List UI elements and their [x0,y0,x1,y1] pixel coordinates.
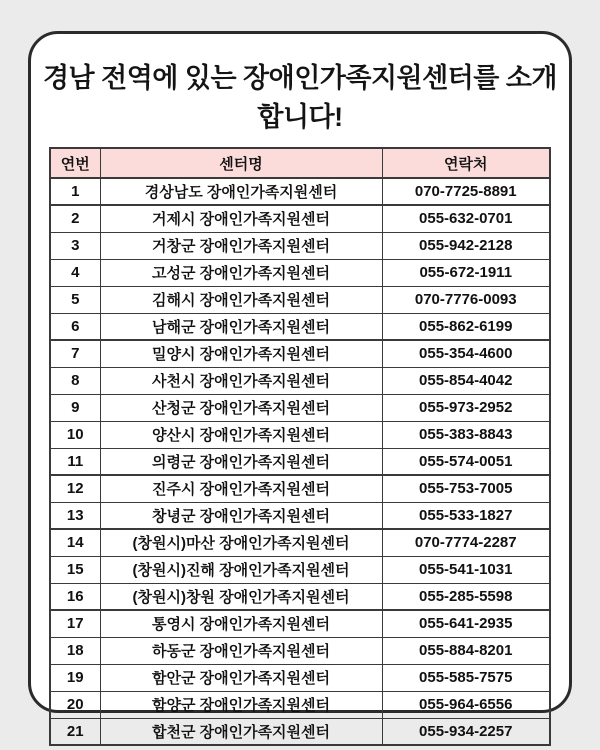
cell-no: 5 [50,286,100,313]
table-row [50,394,550,421]
table-row [50,475,550,502]
table-row [50,232,550,259]
cell-phone: 055-942-2128 [382,232,550,259]
centers-table [49,147,551,746]
cell-phone: 055-934-2257 [382,718,550,745]
cell-phone: 055-541-1031 [382,556,550,583]
table-header-row [50,148,550,178]
table-row [50,502,550,529]
cell-phone: 055-533-1827 [382,502,550,529]
cell-name: 사천시 장애인가족지원센터 [100,367,382,394]
cell-name: 고성군 장애인가족지원센터 [100,259,382,286]
cell-no: 1 [50,178,100,205]
table-row [50,664,550,691]
table-row [50,691,550,718]
cell-no: 12 [50,475,100,502]
cell-no: 13 [50,502,100,529]
cell-name: (창원시)진해 장애인가족지원센터 [100,556,382,583]
cell-phone: 055-672-1911 [382,259,550,286]
cell-name: 거창군 장애인가족지원센터 [100,232,382,259]
cell-name: 경상남도 장애인가족지원센터 [100,178,382,205]
cell-name: 산청군 장애인가족지원센터 [100,394,382,421]
cell-name: 남해군 장애인가족지원센터 [100,313,382,340]
cell-name: 함안군 장애인가족지원센터 [100,664,382,691]
table-row [50,259,550,286]
cell-no: 10 [50,421,100,448]
cell-phone: 055-854-4042 [382,367,550,394]
cell-no: 17 [50,610,100,637]
cell-no: 11 [50,448,100,475]
cell-name: 밀양시 장애인가족지원센터 [100,340,382,367]
cell-phone: 055-632-0701 [382,205,550,232]
table-row [50,421,550,448]
cell-phone: 055-753-7005 [382,475,550,502]
cell-no: 9 [50,394,100,421]
cell-phone: 055-354-4600 [382,340,550,367]
cell-no: 19 [50,664,100,691]
cell-name: 양산시 장애인가족지원센터 [100,421,382,448]
cell-name: (창원시)창원 장애인가족지원센터 [100,583,382,610]
cell-name: 창녕군 장애인가족지원센터 [100,502,382,529]
table-row [50,610,550,637]
cell-no: 8 [50,367,100,394]
table-row [50,529,550,556]
page-title: 경남 전역에 있는 장애인가족지원센터를 소개합니다! [42,63,558,132]
cell-name: 하동군 장애인가족지원센터 [100,637,382,664]
cell-name: 진주시 장애인가족지원센터 [100,475,382,502]
cell-no: 16 [50,583,100,610]
cell-phone: 055-285-5598 [382,583,550,610]
table-row [50,286,550,313]
table-row [50,340,550,367]
cell-phone: 055-585-7575 [382,664,550,691]
cell-no: 4 [50,259,100,286]
cell-name: 거제시 장애인가족지원센터 [100,205,382,232]
cell-phone: 055-383-8843 [382,421,550,448]
cell-name: 합천군 장애인가족지원센터 [100,718,382,745]
table-row [50,718,550,745]
cell-no: 14 [50,529,100,556]
cell-phone: 070-7776-0093 [382,286,550,313]
cell-phone: 055-973-2952 [382,394,550,421]
header-col-no: 연번 [50,148,100,178]
cell-name: 김해시 장애인가족지원센터 [100,286,382,313]
cell-phone: 055-641-2935 [382,610,550,637]
table-row [50,448,550,475]
cell-no: 2 [50,205,100,232]
cell-name: 의령군 장애인가족지원센터 [100,448,382,475]
cell-name: 통영시 장애인가족지원센터 [100,610,382,637]
cell-name: 함양군 장애인가족지원센터 [100,691,382,718]
table-row [50,205,550,232]
cell-phone: 070-7774-2287 [382,529,550,556]
cell-phone: 055-884-8201 [382,637,550,664]
cell-no: 6 [50,313,100,340]
info-card [28,31,572,741]
header-col-name: 센터명 [100,148,382,178]
cell-no: 15 [50,556,100,583]
cell-phone: 055-574-0051 [382,448,550,475]
cell-no: 18 [50,637,100,664]
cell-no: 7 [50,340,100,367]
table-row [50,313,550,340]
table-row [50,637,550,664]
table-row [50,367,550,394]
table-row [50,178,550,205]
cell-phone: 070-7725-8891 [382,178,550,205]
cell-no: 20 [50,691,100,718]
cell-name: (창원시)마산 장애인가족지원센터 [100,529,382,556]
header-col-contact: 연락처 [382,148,550,178]
table-row [50,583,550,610]
cell-phone: 055-862-6199 [382,313,550,340]
cell-no: 21 [50,718,100,745]
table-row [50,556,550,583]
cell-phone: 055-964-6556 [382,691,550,718]
cell-no: 3 [50,232,100,259]
